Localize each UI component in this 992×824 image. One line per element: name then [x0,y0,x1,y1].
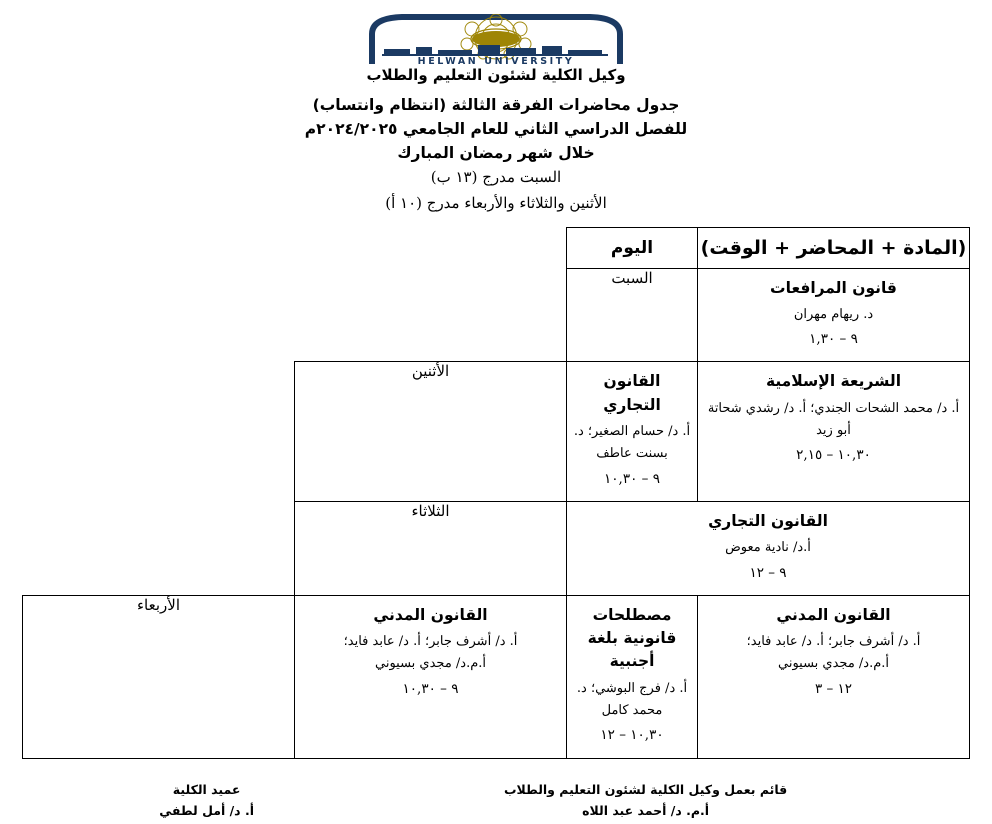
slot-staff: أ. د/ حسام الصغير؛ د. بسنت عاطف [573,423,691,462]
slot-subject: القانون التجاري [708,511,828,530]
lecture-slot [567,362,697,501]
table-row [23,362,970,502]
slot-subject: مصطلحات قانونية بلغة أجنبية [587,605,677,671]
signature-role: قائم بعمل وكيل الكلية لشئون التعليم والطلاب [503,781,788,797]
slot-time: ٩ – ١٢ [749,564,787,581]
slot-time: ١٠,٣٠ – ١٢ [600,727,664,744]
table-header-row [23,227,970,268]
schedule-slot-cell [698,268,970,362]
lecture-slot [698,596,969,711]
signature-footer [0,779,992,823]
signature-vice-dean [401,779,970,823]
schedule-title-line1: جدول محاضرات الفرقة الثالثة (انتظام وانتساب) [312,96,680,114]
hall-note-weekdays: الأثنين والثلاثاء والأربعاء مدرج (١٠ أ) [385,193,607,212]
slot-staff-2: أ.م.د/ مجدي بسيوني [777,656,890,672]
slot-staff: أ. د/ أشرف جابر؛ أ. د/ عابد فايد؛ [746,634,921,650]
day-label-cell: السبت [567,268,698,362]
schedule-slot-cell [567,501,970,595]
slot-time: ٩ – ١,٣٠ [809,331,858,348]
signature-dean [22,779,401,823]
day-label-cell: الأثنين [295,362,567,502]
slot-subject: القانون المدني [776,605,891,624]
day-label-cell: الثلاثاء [295,501,567,595]
signature-name: أ. د/ أمل لطفي [159,803,254,819]
hall-note-saturday: السبت مدرج (١٣ ب) [430,168,562,186]
table-body [23,268,970,758]
column-header-content: (المادة + المحاضر + الوقت) [698,227,970,268]
helwan-university-logo [362,14,630,66]
slot-staff: أ.د/ نادية معوض [725,540,811,556]
slot-time: ١٠,٣٠ – ٢,١٥ [796,447,871,464]
lecture-slot [295,596,566,711]
column-header-day: اليوم [567,227,698,268]
signature-role: عميد الكلية [172,781,241,797]
slot-time: ١٢ – ٣ [814,680,853,697]
slot-staff: أ. د/ محمد الشحات الجندي؛ أ. د/ رشدي شحاتة أبو زيد [707,400,960,439]
schedule-slot-cell [295,595,567,758]
slot-staff: أ. د/ فرج البوشي؛ د. محمد كامل [576,680,688,718]
header-text-block [0,93,992,217]
slot-time: ٩ – ١٠,٣٠ [604,470,660,487]
logo-container [0,0,992,66]
lecture-slot [698,362,969,477]
lecture-slot [567,502,969,595]
schedule-title-line2: للفصل الدراسي الثاني للعام الجامعي ٢٠٢٤/٢٠٢٥م [304,120,688,138]
table-row [23,595,970,758]
signature-name: أ.م. د/ أحمد عبد اللاه [582,803,710,819]
schedule-slot-cell [698,595,970,758]
lecture-schedule-table [22,227,970,759]
schedule-slot-cell [567,362,698,502]
slot-subject: قانون المرافعات [770,278,897,297]
slot-staff: د. ريهام مهران [793,306,874,322]
slot-staff-2: أ.م.د/ مجدي بسيوني [374,656,487,672]
table-row [23,268,970,362]
lecture-slot [698,269,969,362]
schedule-table-container [0,227,992,759]
schedule-slot-cell [567,595,698,758]
day-label-cell: الأربعاء [23,595,295,758]
slot-staff: أ. د/ أشرف جابر؛ أ. د/ عابد فايد؛ [343,634,518,650]
slot-time: ٩ – ١٠,٣٠ [402,680,459,697]
lecture-slot [567,596,697,758]
slot-subject: الشريعة الإسلامية [765,372,902,391]
slot-subject: القانون التجاري [603,372,661,414]
logo-university-name-en: HELWAN UNIVERSITY [417,56,575,66]
slot-subject: القانون المدني [373,605,488,624]
schedule-title-line3: خلال شهر رمضان المبارك [397,144,595,162]
schedule-slot-cell [698,362,970,502]
vice-dean-office-title: وكيل الكلية لشئون التعليم والطلاب [366,66,626,84]
table-row [23,501,970,595]
